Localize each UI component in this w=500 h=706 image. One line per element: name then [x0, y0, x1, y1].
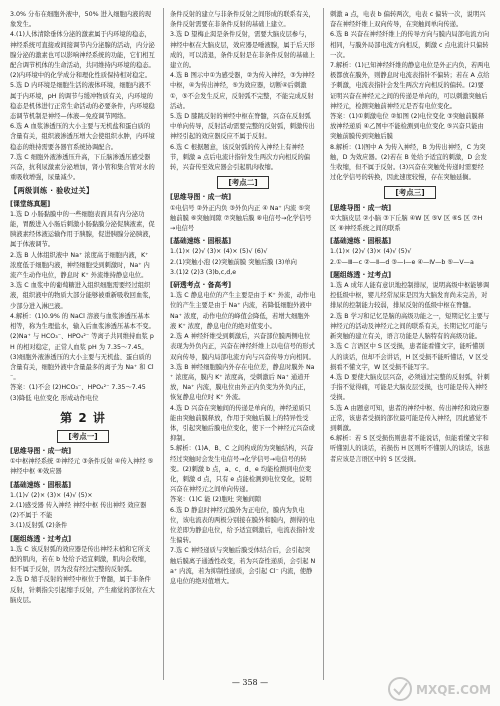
topic-heading-box [10, 430, 156, 443]
answer-paragraph: 2.选 D 缩手反射的神经中枢位于脊髓，属于非条件反射，针刺指尖引起缩手反射，产生痛觉的部位在大脑皮层。 [10, 576, 155, 604]
subsection-heading: [ 基础速练 · 固根基 ] [330, 236, 490, 246]
answer-paragraph: 答案：(1)C 能 (2)胞吐 突触间隙 [170, 496, 262, 504]
answer-paragraph: 4.选 D 兴奋在突触间的传递是单向的，神经递质只能由突触前膜释放，作用于突触后膜上的特异性受体，引起突触后膜电位变化，使下一个神经元兴奋或抑制。 [170, 404, 315, 443]
answer-paragraph: 答案：(1)①刺激电位 ②如图 (2)电位变化 ③突触前膜释放神经递质 ④乙图中不能检测到电位变化 ⑤兴奋只能由突触前膜传到突触后膜 [330, 113, 485, 141]
topic-heading-box [170, 176, 316, 189]
answer-paragraph: (2)内环境中的化学成分和理化性质保持相对稳定。 [10, 72, 152, 80]
subsection-heading: [ 基础速练 · 固根基 ] [170, 236, 316, 246]
answer-paragraph: 3.0% 分布在细胞外液中，50% 进入细胞内液的现象发生。 [10, 11, 152, 29]
answer-paragraph: 1.选 C 该反射弧的效应器是传出神经末梢和它所支配的肌肉，若在 b 处给予适宜刺激，肌肉会收缩，但不属于反射，因为没有经过完整的反射弧。 [10, 545, 151, 574]
answer-paragraph: 1.选 C 静息电位的产生主要是由于 K⁺ 外流，动作电位的产生主要是由于 Na⁺ 内流，若降低细胞外液中 Na⁺ 浓度，动作电位的峰值会降低，若增大细胞外液 K⁺ 浓度，静息电位的绝对值变小。 [170, 292, 316, 330]
answer-paragraph: 6.解析：若 S 区受损伤则患者不能说话，但能看懂文字和听懂别人的谈话，若损伤 H 区则听不懂别人的谈话，该患者应该是言语区中的 S 区受损。 [330, 435, 490, 463]
answer-paragraph: 2.(1)感受器 传入神经 神经中枢 传出神经 效应器 (2)不属于 不能 [10, 501, 147, 520]
answer-paragraph: 5.选 A 由题意可知，患者的神经中枢、传出神经和效应器正常，该患者受损的部位最可能是传入神经，因此感觉不到刺激。 [330, 404, 490, 432]
subsection-heading: [ 研透考点 · 备高考 ] [170, 280, 316, 290]
answer-paragraph: 3.(1)2 (2)3 (3)b,c,d,e [170, 268, 237, 276]
answer-paragraph: 3.(1)反射弧 (2)条件 [10, 522, 68, 530]
answer-paragraph: 5.解析：(1)A、B、C 之间构成的为突触结构，兴奋经过突触时会发生电信号→化学信号→电信号的转变。(2)刺激 b 点，a、c、d、e 均能检测到电位变化，刺激 d 点，只有 e 点能检测到电位变化，说明兴奋在神经元之间单向传递。 [170, 445, 314, 494]
answer-paragraph: 8.解析：(1)图中 A 为传入神经，B 为传出神经，C 为突触，D 为效应器。(2)若在 B 处给予适宜的刺激，D 会发生收缩，但不属于反射。(3)兴奋在突触处传递时需要经过化学信号的转换，因此速度较慢，存在突触延搁。 [330, 143, 487, 182]
topic-heading-box [330, 186, 490, 199]
watermark-logo [386, 674, 496, 704]
answer-paragraph: 3.选 B 神经细胞膜内外存在电位差，静息时膜外 Na⁺ 浓度高，膜内 K⁺ 浓度高，受刺激后 Na⁺ 通道开放，Na⁺ 内流，膜电位由外正内负变为外负内正，恢复静息电位时 K⁺ 外流。 [170, 363, 315, 402]
subsection-heading: [ 思维导图 · 成一统 ] [10, 446, 156, 456]
answer-paragraph: 2.(1)突触小泡 (2)突触前膜 突触后膜 (3)单向 [170, 258, 297, 266]
answer-paragraph: 6.选 A 血浆渗透压的大小主要与无机盐和蛋白质的含量有关，组织液渗透压增大会使组织水肿，内环境稳态的维持需要各器官系统协调配合。 [10, 123, 155, 151]
answer-paragraph: 1.(1)√ (2)× (3)× (4)√ (5)× [10, 491, 93, 499]
answer-paragraph: ①大脑皮层 ②小脑 ③下丘脑 ④W 区 ⑤V 区 ⑥S 区 ⑦H 区 ⑧神经系统之间的联系 [330, 214, 483, 233]
answer-paragraph: 4.选 B 图示中①为感受器，②为传入神经，③为神经中枢，④为传出神经，⑤为效应器，切断④后刺激①，⑤不会发生反应，反射弧不完整，不能完成反射活动。 [170, 72, 315, 110]
answer-paragraph: ①中枢神经系统 ②神经元 ③条件反射 ④传入神经 ⑤神经中枢 ⑥效应器 [10, 458, 154, 476]
text-column-middle [170, 10, 316, 680]
subsection-heading: [ 基础速练 · 固根基 ] [10, 480, 156, 490]
answer-paragraph: 2.选 B 人体组织液中 Na⁺ 浓度高于细胞内液，K⁺ 浓度低于细胞内液，神经细胞受到刺激时，Na⁺ 内流产生动作电位，静息时 K⁺ 外流维持静息电位。 [10, 251, 150, 280]
topic-heading: [考点三] [384, 186, 435, 199]
answer-paragraph: 条件反射的建立与非条件反射之间形成的联系有关，条件反射需要在非条件反射的基础上建立。 [170, 11, 315, 29]
answer-paragraph: 4.选 D 要使大脑皮层兴奋，必须通过完整的反射弧，针刺手指不觉得痛，可能是大脑皮层受损，也可能是传入神经受损。 [330, 373, 490, 402]
text-column-right [330, 10, 490, 680]
answer-paragraph: 1.(1)× (2)√ (3)× (4)√ (5)√ [330, 248, 412, 256]
watermark-text: MXQE.COM [416, 683, 492, 697]
answer-paragraph: 6.选 D 静息时神经元膜外为正电位，膜内为负电位，该电流表的两极分别接在膜外和膜内，测得的电位差即为静息电位，给予适宜刺激后，电流表指针发生偏转。 [170, 506, 315, 545]
answer-paragraph: 2.选 B 学习和记忆是脑的高级功能之一，短期记忆主要与神经元的活动及神经元之间的联系有关，长期记忆可能与新突触的建立有关，语言功能是人脑特有的高级功能。 [330, 312, 490, 341]
answer-paragraph: 1.选 A 成年人能有意识地控制排尿，说明高级中枢能够调控低级中枢，婴儿经常尿床是因为大脑发育尚未完善，对排尿的控制能力较弱，排尿反射的低级中枢在脊髓。 [330, 282, 490, 310]
answer-paragraph: 7.解析：(1)已知神经纤维的静息电位是外正内负，若两电极都放在膜外，则静息时电流表指针不偏转；若在 A 点给予刺激，电流表指针会发生两次方向相反的偏转。(2)要证明兴奋在神经元之间的传递是单向的，可以刺激突触后神经元，检测突触前神经元是否有电位变化。 [330, 62, 490, 110]
answer-paragraph: 2.①—Ⅲ—c ②—Ⅱ—d ③—Ⅰ—e ④—Ⅳ—b ⑤—Ⅴ—a [330, 258, 474, 266]
answer-paragraph: ①电信号 ②外正内负 ③外负内正 ④ Na⁺ 内流 ⑤突触前膜 ⑥突触间隙 ⑦突触后膜 ⑧电信号→化学信号→电信号 [170, 204, 312, 233]
answer-paragraph: 4.(1)人体清除垂体分泌的激素属于内环境的稳态，神经系统可直接或间接调节内分泌腺的活动，内分泌腺分泌的激素也可以影响神经系统的功能，它们相互配合调节机体的生命活动，共同维持内环境的稳态。 [10, 31, 155, 70]
answer-paragraph: 7.选 C 神经递质与突触后膜受体结合后，会引起突触后膜离子通透性改变，若为兴奋性递质，会引起 Na⁺ 内流，若为抑制性递质，会引起 Cl⁻ 内流，使静息电位的绝对值增大。 [170, 547, 316, 585]
lecture-title: 第 2 讲 [60, 410, 106, 425]
answer-paragraph: 2.选 A 神经纤维受到刺激后，兴奋部位膜两侧电位表现为外负内正，兴奋在神经纤维上以电信号的形式双向传导，膜内局部电流方向与兴奋传导方向相同。 [170, 333, 315, 361]
answer-paragraph: 1.选 D 小肠黏膜中的一些细胞表面具有内分泌功能，胃酸进入小肠后刺激小肠黏膜分泌促胰液素，促胰液素经体液运输作用于胰腺，促进胰腺分泌胰液，属于体液调节。 [10, 210, 155, 249]
answer-paragraph: 1.(1)× (2)√ (3)× (4)× (5)√ (6)√ [170, 248, 268, 256]
topic-heading: [考点一] [57, 430, 108, 443]
topic-heading: [考点二] [217, 176, 268, 189]
subsection-heading: [ 题组练透 · 过考点 ] [330, 270, 490, 280]
answer-paragraph: 答案：(1)不会 (2)HCO₃⁻、HPO₄²⁻ 7.35～7.45 (3)降低 电位变化 形成动作电位 [10, 384, 146, 402]
answer-paragraph: 4.解析：(1)0.9% 的 NaCl 溶液与血浆渗透压基本相等，称为生理盐水，输入后血浆渗透压基本不变。(2)Na⁺ 与 HCO₃⁻、HPO₄²⁻ 等离子共同维持血浆 pH 的相对稳定，正常人血浆 pH 为 7.35～7.45。(3)细胞外液渗透压的大小主要与无机盐、蛋白质的含量有关，细胞外液中含量最多的离子为 Na⁺ 和 Cl⁻。 [10, 312, 155, 382]
answer-paragraph: 7.选 C 细胞外液渗透压升高，下丘脑渗透压感受器兴奋，抗利尿激素分泌增加，肾小管和集合管对水的重吸收增强，尿量减少。 [10, 153, 155, 182]
subsection-heading: [ 思维导图 · 成一统 ] [330, 203, 490, 213]
page-number: — 358 — [231, 678, 269, 687]
subsection-heading: [ 题组练透 · 过考点 ] [10, 534, 156, 544]
answer-paragraph: 6.选 B 兴奋在神经纤维上的传导方向与膜内局部电流方向相同，与膜外局部电流方向相反，刺激 c 点电流计只偏转一次。 [330, 31, 490, 59]
answer-paragraph: 5.选 D 膝跳反射的神经中枢在脊髓，兴奋在反射弧中单向传导，反射活动需要完整的反射弧，刺激传出神经引起的效应器反应不属于反射。 [170, 113, 315, 141]
answer-paragraph: 6.选 C 根据题意，该反射弧的传入神经上有神经节，刺激 a 点后电流计指针发生两次方向相反的偏转，兴奋传至效应器会引起肌肉收缩。 [170, 143, 311, 172]
column-divider [323, 8, 324, 680]
answer-paragraph: 5.选 D 内环境是细胞生活的液体环境，细胞内液不属于内环境，pH 的调节与缓冲物质有关，内环境的稳态是机体进行正常生命活动的必要条件，内环境稳态调节机制是神经—体液—免疫调节网络。 [10, 82, 155, 121]
subsection-heading: [ 思维导图 · 成一统 ] [170, 192, 316, 202]
answer-paragraph: 3.选 C 血浆中的葡萄糖进入组织细胞需要经过组织液，组织液中的物质大部分能够被重新吸收回血浆，少部分进入淋巴液。 [10, 282, 155, 310]
section-heading: 【两级训练 · 验收过关】 [10, 186, 94, 196]
answer-paragraph: 刺激 a 点，电表 b 偏转两次，电表 c 偏转一次，说明兴奋在神经纤维上双向传导，在突触间单向传递。 [330, 11, 486, 29]
answer-paragraph: 3.选 C 言语区中 S 区受损，患者能看懂文字，能听懂别人的谈话，但却不会讲话，H 区受损不能听懂话，V 区受损看不懂文字，W 区受损不能写字。 [330, 343, 488, 371]
answer-paragraph: 3.选 D 望梅止渴是条件反射，需要大脑皮层参与，神经中枢在大脑皮层，效应器是唾液腺，属于后天形成的，可以消退，条件反射是在非条件反射的基础上建立的。 [170, 31, 315, 70]
column-divider [163, 8, 164, 680]
subsection-heading: [ 课堂练真题 ] [10, 199, 156, 209]
text-column-left [10, 10, 156, 680]
